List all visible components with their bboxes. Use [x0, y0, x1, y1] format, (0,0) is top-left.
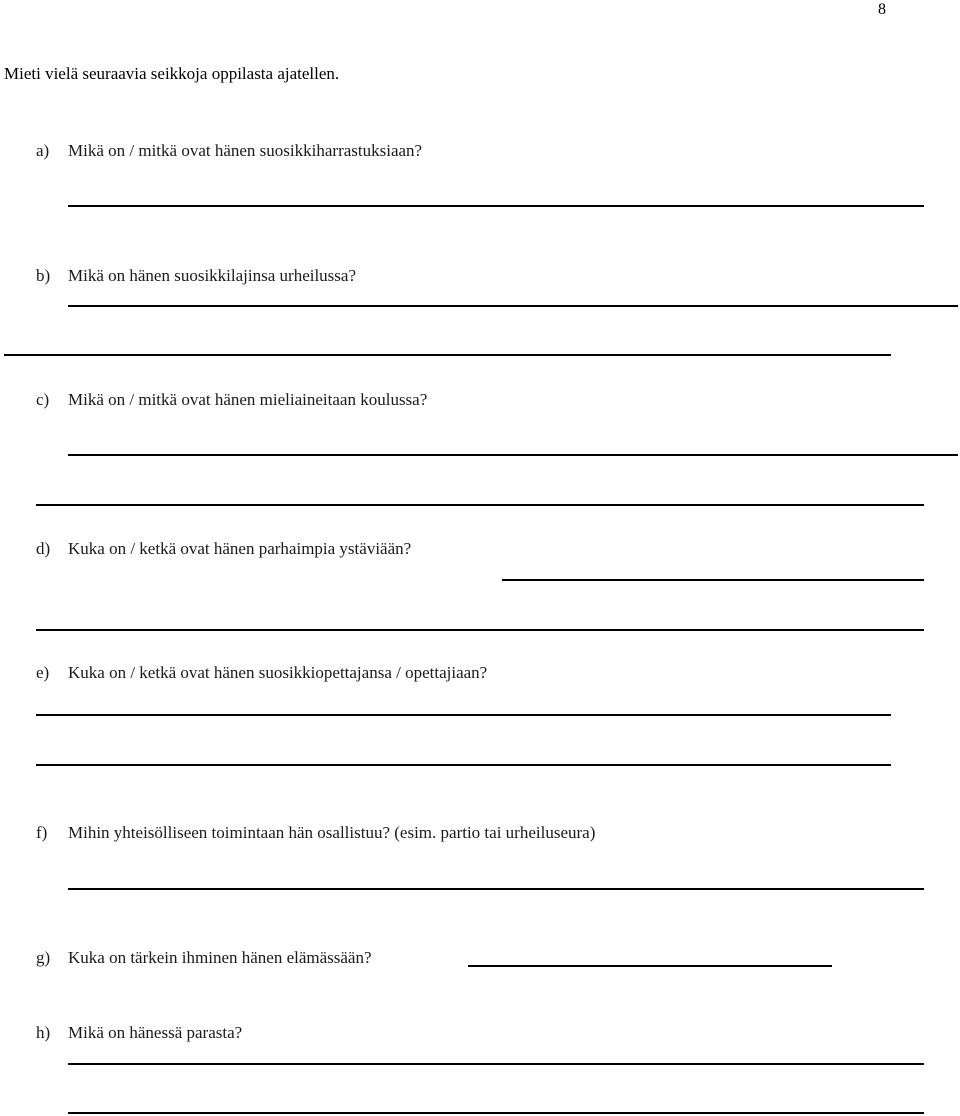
- question-b: [36, 265, 356, 287]
- answer-line[interactable]: [36, 714, 891, 716]
- answer-line[interactable]: [68, 305, 958, 307]
- answer-line[interactable]: [68, 454, 958, 456]
- question-letter: h): [36, 1023, 51, 1042]
- question-a: [36, 140, 422, 162]
- question-text: Kuka on / ketkä ovat hänen parhaimpia ystäviään?: [68, 539, 412, 558]
- intro-text: Mieti vielä seuraavia seikkoja oppilasta ajatellen.: [4, 64, 340, 83]
- question-text: Kuka on tärkein ihminen hänen elämässään?: [68, 948, 372, 967]
- question-f: [36, 822, 595, 844]
- page-number: 8: [878, 1, 886, 18]
- answer-line[interactable]: [36, 504, 924, 506]
- question-text: Mihin yhteisölliseen toimintaan hän osallistuu? (esim. partio tai urheiluseura): [68, 823, 596, 842]
- question-text: Mikä on hänen suosikkilajinsa urheilussa?: [68, 266, 357, 285]
- question-letter: d): [36, 539, 51, 558]
- answer-line[interactable]: [36, 764, 891, 766]
- question-letter: c): [36, 390, 50, 409]
- question-e: [36, 662, 487, 684]
- answer-line[interactable]: [68, 888, 924, 890]
- question-text: Kuka on / ketkä ovat hänen suosikkiopettajansa / opettajiaan?: [68, 663, 488, 682]
- question-text: Mikä on / mitkä ovat hänen mieliaineitaan koulussa?: [68, 390, 428, 409]
- answer-line[interactable]: [68, 1063, 924, 1065]
- question-text: Mikä on hänessä parasta?: [68, 1023, 243, 1042]
- answer-line[interactable]: [4, 354, 891, 356]
- question-letter: a): [36, 141, 50, 160]
- question-letter: b): [36, 266, 51, 285]
- question-h: [36, 1022, 242, 1044]
- question-g: [36, 947, 372, 969]
- answer-line[interactable]: [468, 965, 832, 967]
- question-c: [36, 389, 427, 411]
- answer-line[interactable]: [68, 205, 924, 207]
- question-text: Mikä on / mitkä ovat hänen suosikkiharrastuksiaan?: [68, 141, 423, 160]
- question-letter: g): [36, 948, 51, 967]
- question-letter: f): [36, 823, 48, 842]
- answer-line[interactable]: [36, 629, 924, 631]
- question-letter: e): [36, 663, 50, 682]
- question-d: [36, 538, 411, 560]
- answer-line[interactable]: [502, 579, 924, 581]
- answer-line[interactable]: [68, 1112, 924, 1114]
